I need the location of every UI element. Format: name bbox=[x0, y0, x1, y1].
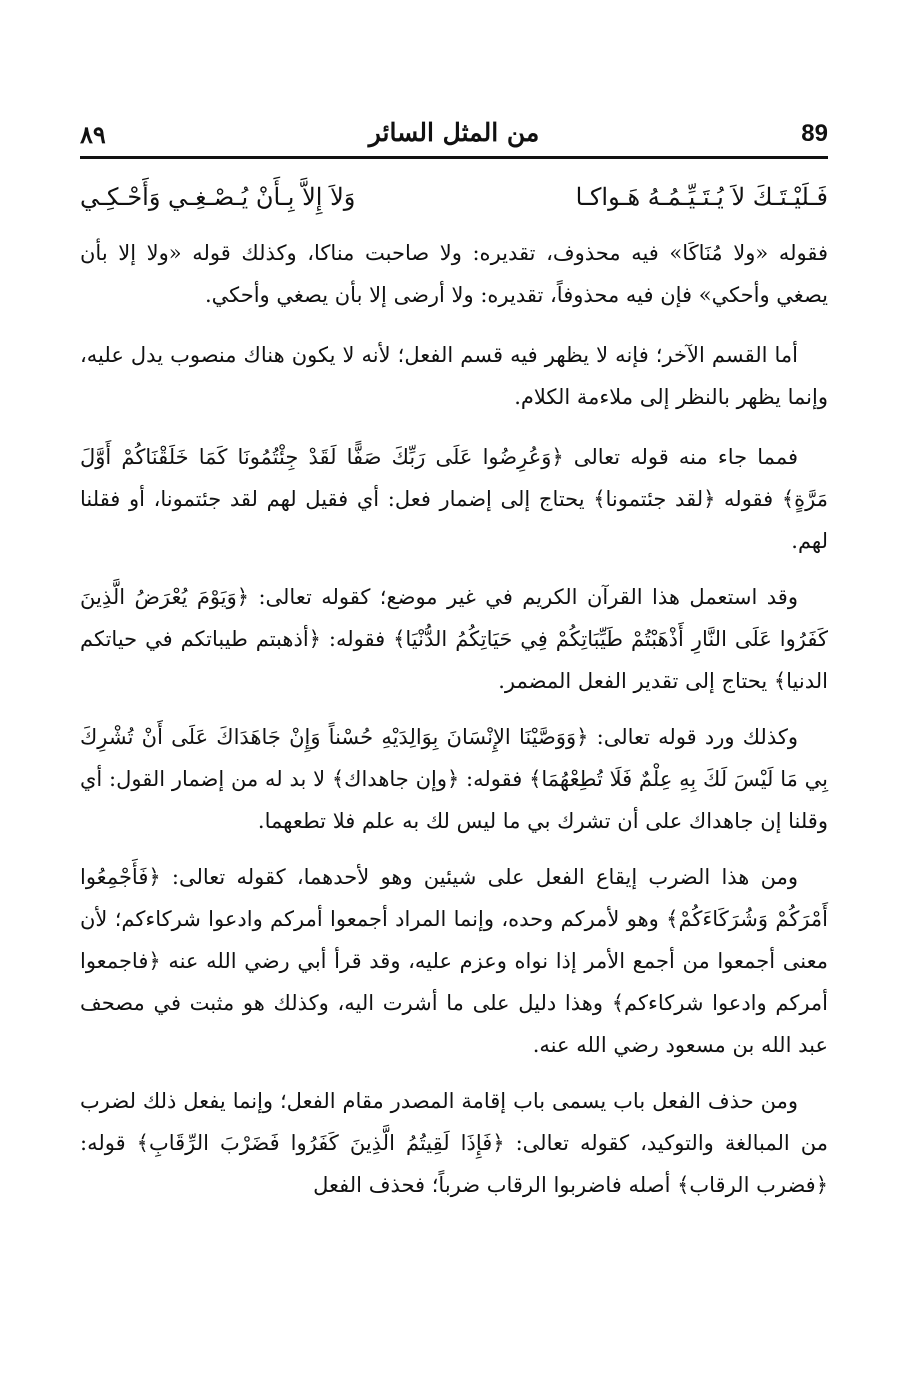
poem-verse bbox=[80, 175, 828, 225]
paragraph-4: وقد استعمل هذا القرآن الكريم في غير موضع؛ كقوله تعالى: ﴿وَيَوْمَ يُعْرَضُ الَّذِينَ كَفَرُوا عَلَى النَّارِ أَذْهَبْتُمْ طَيِّبَاتِكُمْ فِي حَيَاتِكُمُ الدُّنْيَا﴾ فقوله: ﴿أذهبتم طيباتكم في حياتكم الدنيا﴾ يحتاج إلى تقدير الفعل المضمر. bbox=[80, 585, 828, 693]
book-title: من المثل السائر bbox=[368, 118, 540, 147]
verse-second-hemistich: وَلاَ إِلاَّ بِـأَنْ يُـصْـغِـي وَأَحْـكِـي bbox=[80, 183, 356, 211]
page-body bbox=[80, 232, 828, 1206]
paragraph-2: أما القسم الآخر؛ فإنه لا يظهر فيه قسم الفعل؛ لأنه لا يكون هناك منصوب يدل عليه، وإنما يظهر بالنظر إلى ملاءمة الكلام. bbox=[80, 343, 828, 409]
verse-first-hemistich: فَـلَيْـتَـكَ لاَ يُـتَـيِّـمُـهُ هَـواكـا bbox=[575, 183, 828, 211]
paragraph-7: ومن حذف الفعل باب يسمى باب إقامة المصدر مقام الفعل؛ وإنما يفعل ذلك لضرب من المبالغة والتوكيد، كقوله تعالى: ﴿فَإِذَا لَقِيتُمُ الَّذِينَ كَفَرُوا فَضَرْبَ الرِّقَابِ﴾ قوله: ﴿فضرب الرقاب﴾ أصله فاضربوا الرقاب ضرباً؛ فحذف الفعل bbox=[80, 1089, 828, 1197]
paragraph-3: فمما جاء منه قوله تعالى ﴿وَعُرِضُوا عَلَى رَبِّكَ صَفًّا لَقَدْ جِئْتُمُونَا كَمَا خَلَقْنَاكُمْ أَوَّلَ مَرَّةٍ﴾ فقوله ﴿لقد جئتمونا﴾ يحتاج إلى إضمار فعل: أي فقيل لهم لقد جئتمونا، أو فقلنا لهم. bbox=[80, 445, 828, 553]
paragraph-5: وكذلك ورد قوله تعالى: ﴿وَوَصَّيْنَا الإِنْسَانَ بِوَالِدَيْهِ حُسْناً وَإِنْ جَاهَدَاكَ عَلَى أَنْ تُشْرِكَ بِي مَا لَيْسَ لَكَ بِهِ عِلْمٌ فَلَا تُطِعْهُمَا﴾ فقوله: ﴿وإن جاهداك﴾ لا بد له من إضمار القول: أي وقلنا إن جاهداك على أن تشرك بي ما ليس لك به علم فلا تطعهما. bbox=[80, 725, 828, 833]
page-number: 89 bbox=[801, 120, 828, 147]
running-header bbox=[80, 110, 828, 159]
paragraph-6: ومن هذا الضرب إيقاع الفعل على شيئين وهو لأحدهما، كقوله تعالى: ﴿فَأَجْمِعُوا أَمْرَكُمْ وَشُرَكَاءَكُمْ﴾ وهو لأمركم وحده، وإنما المراد أجمعوا أمركم وادعوا شركاءكم؛ لأن معنى أجمعوا من أجمع الأمر إذا نواه وعزم عليه، وقد قرأ أبي رضي الله عنه ﴿فاجمعوا أمركم وادعوا شركاءكم﴾ وهذا دليل على ما أشرت اليه، وكذلك هو مثبت في مصحف عبد الله بن مسعود رضي الله عنه. bbox=[80, 865, 828, 1057]
page-number-arabic: ٨٩ bbox=[80, 120, 106, 149]
paragraph-1: فقوله «ولا مُنَاكَا» فيه محذوف، تقديره: ولا صاحبت مناكا، وكذلك قوله «ولا إلا بأن يصغي وأحكي» فإن فيه محذوفاً، تقديره: ولا أرضى إلا بأن يصغي وأحكي. bbox=[80, 241, 828, 307]
